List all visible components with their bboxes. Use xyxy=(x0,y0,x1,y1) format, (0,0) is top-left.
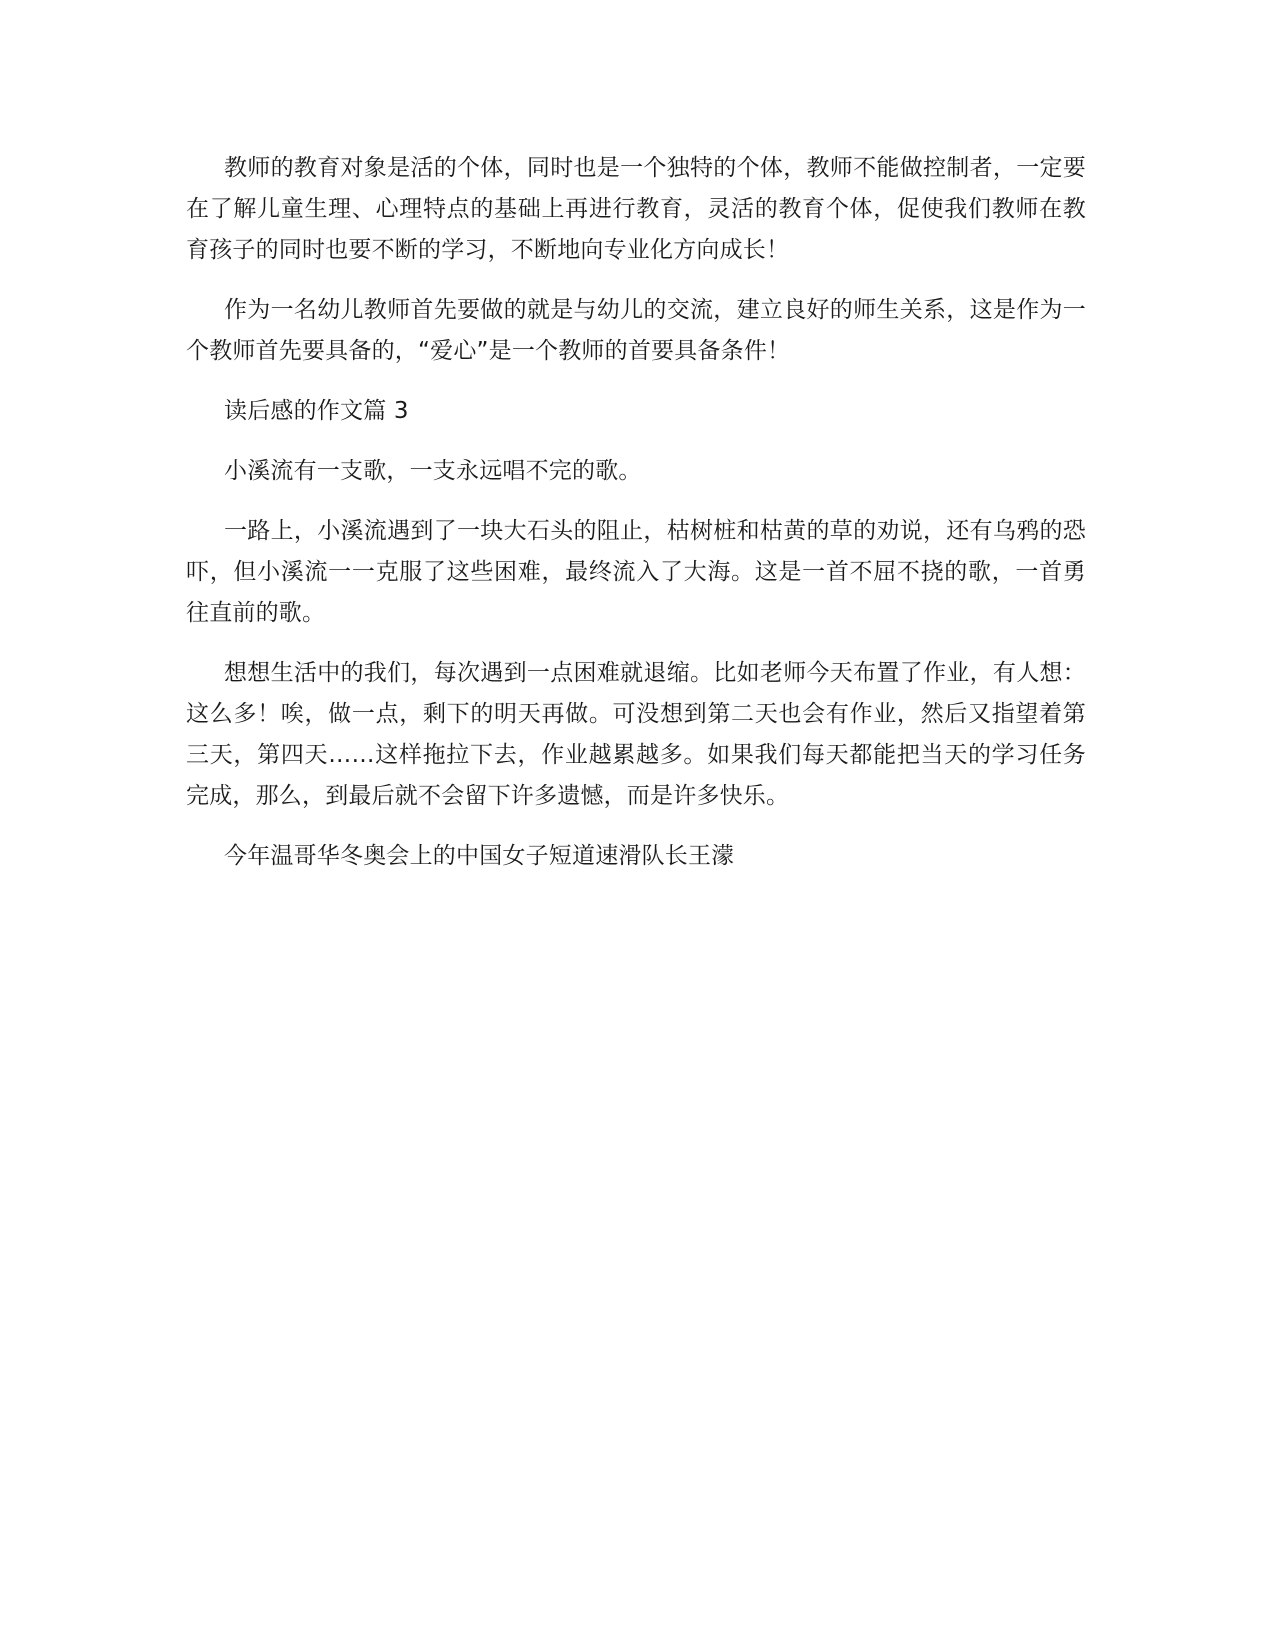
paragraph-olympics: 今年温哥华冬奥会上的中国女子短道速滑队长王濛 xyxy=(224,843,735,869)
section-heading: 读后感的作文篇 3 xyxy=(224,398,409,424)
paragraph-kindergarten-teacher: 作为一名幼儿教师首先要做的就是与幼儿的交流，建立良好的师生关系，这是作为一个教师首先要具备的，“爱心”是一个教师的首要具备条件！ xyxy=(186,297,1086,364)
paragraph-teacher-education: 教师的教育对象是活的个体，同时也是一个独特的个体，教师不能做控制者，一定要在了解儿童生理、心理特点的基础上再进行教育，灵活的教育个体，促使我们教师在教育孩子的同时也要不断的学习，不断地向专业化方向成长！ xyxy=(186,155,1086,263)
document-page xyxy=(186,148,1086,896)
paragraph-procrastination: 想想生活中的我们，每次遇到一点困难就退缩。比如老师今天布置了作业，有人想：这么多！唉，做一点，剩下的明天再做。可没想到第二天也会有作业，然后又指望着第三天，第四天……这样拖拉下去，作业越累越多。如果我们每天都能把当天的学习任务完成，那么，到最后就不会留下许多遗憾，而是许多快乐。 xyxy=(186,660,1086,809)
paragraph-stream-song: 小溪流有一支歌，一支永远唱不完的歌。 xyxy=(224,458,642,484)
paragraph-stream-journey: 一路上，小溪流遇到了一块大石头的阻止，枯树桩和枯黄的草的劝说，还有乌鸦的恐吓，但小溪流一一克服了这些困难，最终流入了大海。这是一首不屈不挠的歌，一首勇往直前的歌。 xyxy=(186,518,1086,626)
